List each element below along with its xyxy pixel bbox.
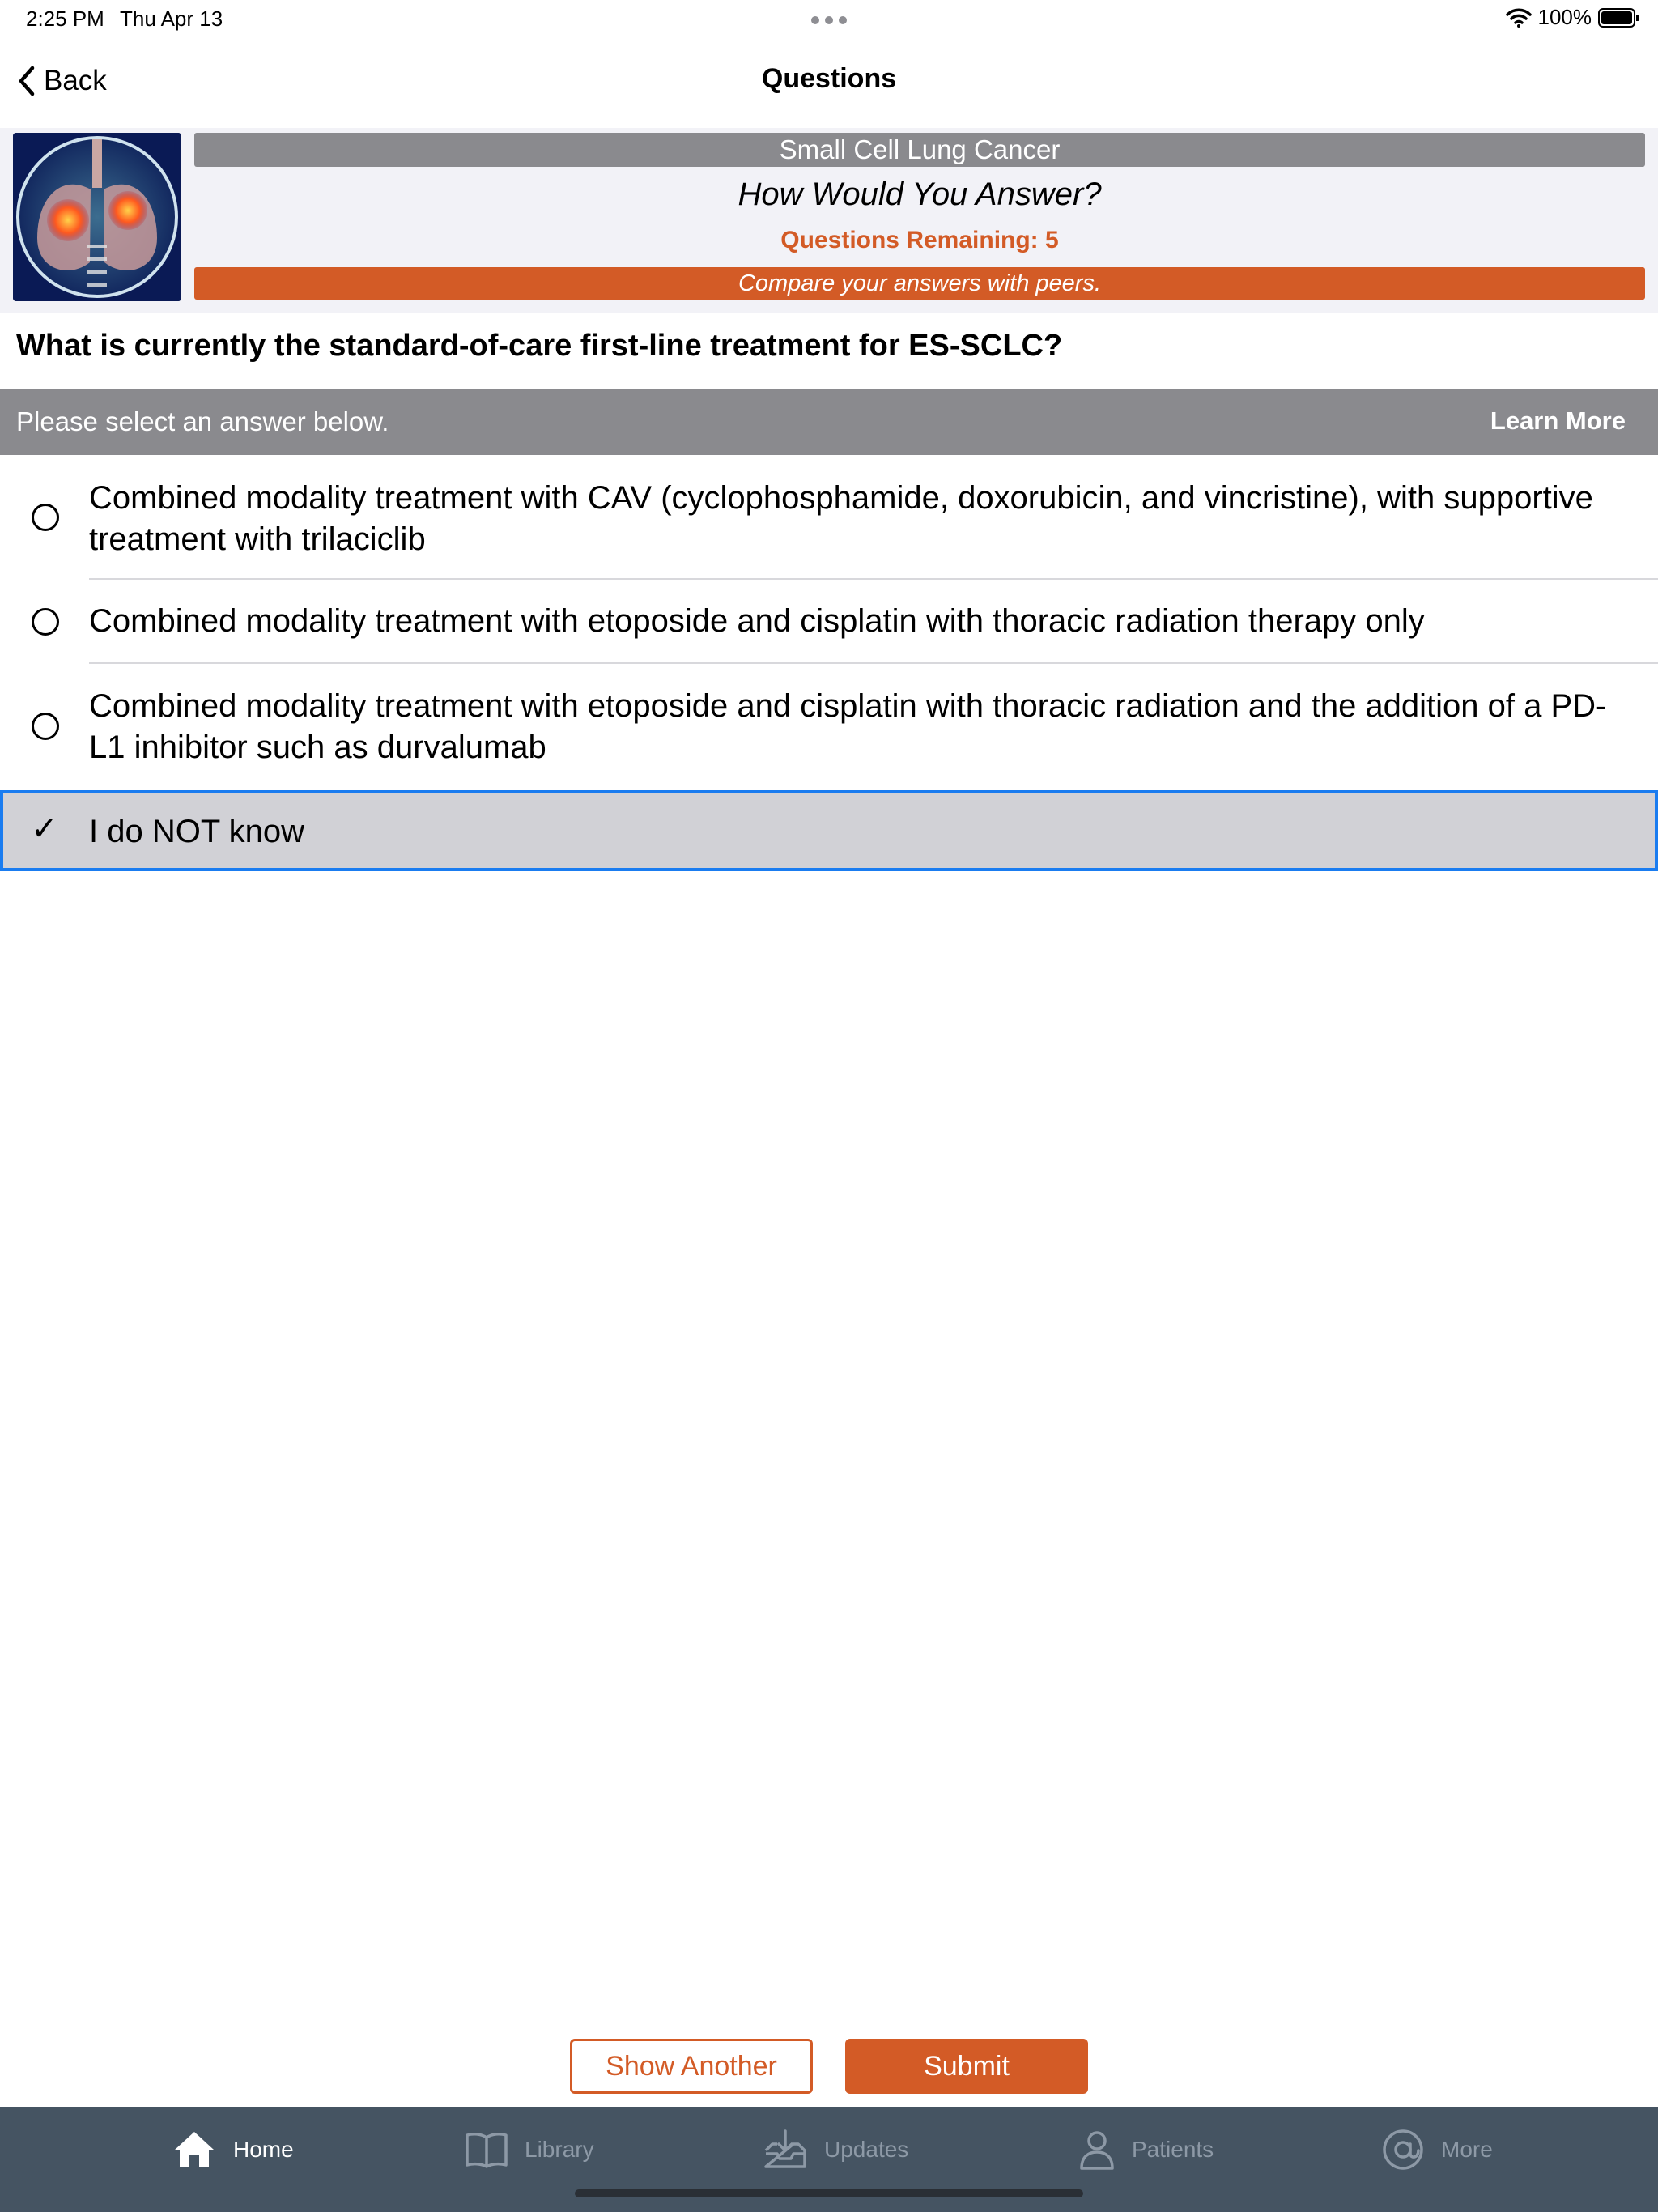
answer-option-4-selected[interactable] [0, 790, 1658, 871]
answer-option-label: Combined modality treatment with CAV (cyclophosphamide, doxorubicin, and vincristine), with supportive treatment with trilaciclib [89, 480, 1593, 557]
instruction-text: Please select an answer below. [16, 406, 389, 436]
battery-percent: 100% [1537, 5, 1592, 29]
page-title: Questions [761, 63, 897, 94]
topic-title: Small Cell Lung Cancer [194, 133, 1645, 167]
answer-option-3[interactable] [0, 664, 1658, 790]
status-date: Thu Apr 13 [120, 6, 223, 31]
tab-patients[interactable] [1078, 2107, 1214, 2193]
inbox-icon [763, 2129, 808, 2170]
radio-unselected-icon [32, 713, 59, 740]
status-time: 2:25 PM [26, 6, 104, 31]
questions-remaining: Questions Remaining: 5 [780, 227, 1059, 253]
tab-home[interactable] [172, 2107, 294, 2193]
answer-option-1[interactable] [0, 455, 1658, 580]
tab-updates[interactable] [763, 2107, 908, 2193]
instruction-bar [0, 389, 1658, 455]
radio-unselected-icon [32, 504, 59, 531]
radio-unselected-icon [32, 608, 59, 636]
back-label: Back [44, 65, 107, 96]
learn-more-button[interactable]: Learn More [1490, 406, 1626, 435]
at-icon [1381, 2128, 1425, 2172]
topic-header [0, 128, 1658, 313]
tab-label: Updates [824, 2137, 909, 2162]
question-text: What is currently the standard-of-care first-line treatment for ES-SCLC? [16, 329, 1063, 363]
compare-banner: Compare your answers with peers. [194, 267, 1645, 300]
answer-option-label: Combined modality treatment with etoposide and cisplatin with thoracic radiation and the addition of a PD-L1 inhibitor such as durvalumab [89, 688, 1607, 765]
home-indicator[interactable] [575, 2189, 1083, 2197]
home-icon [172, 2129, 217, 2171]
prompt-heading: How Would You Answer? [738, 177, 1102, 212]
battery-icon [1598, 8, 1635, 28]
answer-option-label: I do NOT know [89, 814, 305, 849]
tab-library[interactable] [465, 2107, 594, 2193]
submit-button[interactable]: Submit [845, 2039, 1088, 2094]
tab-more[interactable] [1381, 2107, 1493, 2193]
tab-label: Patients [1132, 2137, 1214, 2162]
checkmark-icon: ✓ [31, 811, 58, 847]
status-bar [0, 0, 1658, 39]
book-icon [465, 2131, 508, 2168]
tab-label: Library [525, 2137, 594, 2162]
multitasking-dots-icon[interactable] [810, 8, 848, 31]
answer-option-label: Combined modality treatment with etoposide and cisplatin with thoracic radiation therapy only [89, 603, 1425, 639]
wifi-icon [1506, 8, 1532, 28]
show-another-button[interactable]: Show Another [570, 2039, 813, 2094]
tab-label: Home [233, 2137, 294, 2162]
lung-illustration [13, 133, 181, 301]
answer-option-2[interactable] [0, 580, 1658, 664]
tab-label: More [1441, 2137, 1493, 2162]
person-icon [1078, 2129, 1116, 2170]
navigation-bar [0, 39, 1658, 128]
status-indicators [1506, 5, 1636, 30]
